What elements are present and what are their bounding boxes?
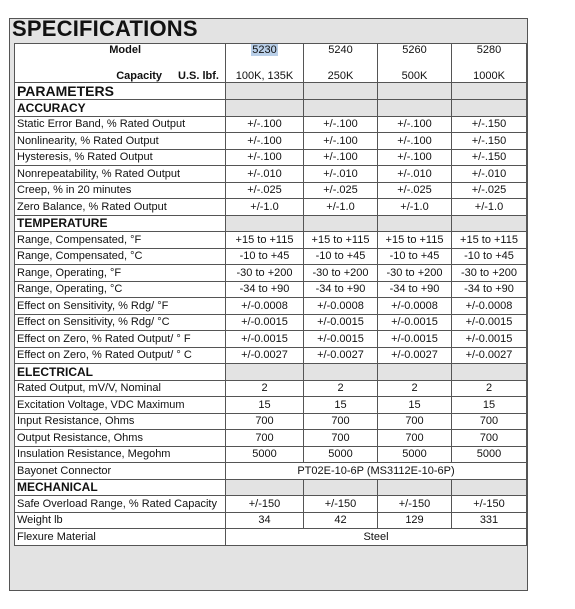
row-label: Weight lb (15, 512, 226, 529)
header-label-cell (15, 44, 226, 83)
section-heading-row (15, 479, 527, 496)
model-label: Model (109, 44, 141, 56)
row-value: -10 to +45 (304, 248, 378, 265)
row-value: 700 (304, 430, 378, 447)
row-value: +/-0.0008 (304, 298, 378, 315)
row-value: +/-.100 (304, 149, 378, 166)
row-value: +/-.025 (452, 182, 527, 199)
row-value: +/-.150 (452, 149, 527, 166)
table-row (15, 314, 527, 331)
row-value: +/-.100 (226, 149, 304, 166)
row-value: 331 (452, 512, 527, 529)
row-value: 129 (378, 512, 452, 529)
row-label: Hysteresis, % Rated Output (15, 149, 226, 166)
row-label: Effect on Zero, % Rated Output/ ° F (15, 331, 226, 348)
table-row (15, 298, 527, 315)
row-value: 2 (378, 380, 452, 397)
model-column-5230 (226, 44, 304, 83)
parameters-heading: PARAMETERS (15, 83, 226, 100)
row-value: +/-.010 (452, 166, 527, 183)
table-row (15, 347, 527, 364)
row-label: Zero Balance, % Rated Output (15, 199, 226, 216)
row-value: +/-.150 (452, 133, 527, 150)
row-value: -30 to +200 (378, 265, 452, 282)
row-label: Insulation Resistance, Megohm (15, 446, 226, 463)
row-value: +15 to +115 (226, 232, 304, 249)
table-row (15, 446, 527, 463)
table-row (15, 463, 527, 480)
spec-table (14, 43, 527, 546)
model-value: 5280 (476, 44, 502, 56)
section-heading: TEMPERATURE (15, 215, 226, 232)
capacity-value: 250K (327, 70, 354, 82)
row-value: -10 to +45 (452, 248, 527, 265)
row-value: 5000 (304, 446, 378, 463)
row-value: +/-1.0 (378, 199, 452, 216)
table-row (15, 496, 527, 513)
row-value: +/-.010 (226, 166, 304, 183)
row-label: Effect on Sensitivity, % Rdg/ °C (15, 314, 226, 331)
row-value: -34 to +90 (226, 281, 304, 298)
row-value: PT02E-10-6P (MS3112E-10-6P) (226, 463, 527, 480)
row-value: +/-0.0015 (226, 314, 304, 331)
row-value: +/-0.0008 (452, 298, 527, 315)
row-value: +/-1.0 (304, 199, 378, 216)
row-value: 42 (304, 512, 378, 529)
row-value: +/-0.0015 (226, 331, 304, 348)
row-value: 2 (452, 380, 527, 397)
row-label: Excitation Voltage, VDC Maximum (15, 397, 226, 414)
row-value: 5000 (378, 446, 452, 463)
section-heading-row (15, 215, 527, 232)
row-value: +/-.025 (378, 182, 452, 199)
row-value: +/-.100 (378, 116, 452, 133)
row-value: 34 (226, 512, 304, 529)
table-row (15, 331, 527, 348)
row-label: Bayonet Connector (15, 463, 226, 480)
row-value: +/-.025 (304, 182, 378, 199)
table-row (15, 149, 527, 166)
section-heading: ACCURACY (15, 100, 226, 117)
row-value: 15 (226, 397, 304, 414)
row-value: 700 (378, 413, 452, 430)
row-value: -30 to +200 (304, 265, 378, 282)
row-label: Output Resistance, Ohms (15, 430, 226, 447)
row-value: 5000 (452, 446, 527, 463)
row-value: +/-.100 (378, 149, 452, 166)
model-value: 5260 (402, 44, 427, 56)
row-value: +/-.100 (304, 116, 378, 133)
row-value: +/-.010 (304, 166, 378, 183)
specifications-panel (9, 18, 528, 591)
row-value: +15 to +115 (304, 232, 378, 249)
unit-label: U.S. lbf. (178, 70, 219, 82)
row-value: -30 to +200 (226, 265, 304, 282)
row-value: +/-.150 (452, 116, 527, 133)
row-value: 700 (452, 413, 527, 430)
row-value: +/-150 (378, 496, 452, 513)
row-value: +/-0.0015 (378, 314, 452, 331)
row-label: Range, Compensated, °C (15, 248, 226, 265)
row-label: Range, Operating, °C (15, 281, 226, 298)
section-heading-row (15, 100, 527, 117)
row-value: 5000 (226, 446, 304, 463)
row-value: +/-.010 (378, 166, 452, 183)
table-row (15, 413, 527, 430)
row-label: Creep, % in 20 minutes (15, 182, 226, 199)
capacity-value: 500K (401, 70, 428, 82)
row-value: Steel (226, 529, 527, 546)
row-value: 15 (304, 397, 378, 414)
row-label: Range, Operating, °F (15, 265, 226, 282)
capacity-value: 1000K (473, 70, 505, 82)
row-value: 2 (226, 380, 304, 397)
row-value: 700 (226, 413, 304, 430)
row-value: -34 to +90 (378, 281, 452, 298)
row-value: +/-1.0 (226, 199, 304, 216)
model-column-5240 (304, 44, 378, 83)
table-row (15, 248, 527, 265)
row-value: +/-0.0027 (452, 347, 527, 364)
table-row (15, 199, 527, 216)
table-row (15, 116, 527, 133)
row-value: +/-150 (452, 496, 527, 513)
row-value: +/-0.0015 (452, 331, 527, 348)
row-label: Range, Compensated, °F (15, 232, 226, 249)
section-heading: MECHANICAL (15, 479, 226, 496)
row-value: +15 to +115 (378, 232, 452, 249)
row-value: +/-0.0015 (378, 331, 452, 348)
row-value: +/-0.0015 (304, 331, 378, 348)
table-row (15, 529, 527, 546)
table-row (15, 512, 527, 529)
row-value: -34 to +90 (452, 281, 527, 298)
row-value: -10 to +45 (226, 248, 304, 265)
row-label: Effect on Sensitivity, % Rdg/ °F (15, 298, 226, 315)
page-title: SPECIFICATIONS (12, 16, 198, 41)
row-value: 700 (378, 430, 452, 447)
row-value: +/-1.0 (452, 199, 527, 216)
row-value: +/-.100 (226, 133, 304, 150)
row-value: +/-150 (304, 496, 378, 513)
row-value: +/-0.0008 (378, 298, 452, 315)
table-row (15, 182, 527, 199)
table-row (15, 232, 527, 249)
row-value: -34 to +90 (304, 281, 378, 298)
capacity-value: 100K, 135K (235, 70, 294, 82)
row-value: +/-.100 (304, 133, 378, 150)
table-row (15, 397, 527, 414)
row-label: Flexure Material (15, 529, 226, 546)
row-value: 700 (226, 430, 304, 447)
row-label: Static Error Band, % Rated Output (15, 116, 226, 133)
row-value: -10 to +45 (378, 248, 452, 265)
model-column-5280 (452, 44, 527, 83)
capacity-label: Capacity (116, 70, 163, 82)
header-row (15, 44, 527, 83)
row-value: +/-.025 (226, 182, 304, 199)
model-value: 5230 (252, 44, 277, 56)
section-heading-row (15, 364, 527, 381)
row-value: +/-0.0027 (304, 347, 378, 364)
table-row (15, 380, 527, 397)
row-label: Nonrepeatability, % Rated Output (15, 166, 226, 183)
row-value: +15 to +115 (452, 232, 527, 249)
row-value: +/-.100 (378, 133, 452, 150)
row-value: +/-0.0027 (226, 347, 304, 364)
row-value: 15 (452, 397, 527, 414)
row-value: 700 (452, 430, 527, 447)
table-row (15, 265, 527, 282)
row-value: 700 (304, 413, 378, 430)
row-value: +/-0.0015 (452, 314, 527, 331)
row-value: +/-150 (226, 496, 304, 513)
row-value: +/-0.0027 (378, 347, 452, 364)
row-value: 2 (304, 380, 378, 397)
parameters-heading-row (15, 83, 527, 100)
table-row (15, 166, 527, 183)
table-row (15, 133, 527, 150)
row-label: Effect on Zero, % Rated Output/ ° C (15, 347, 226, 364)
row-value: +/-0.0008 (226, 298, 304, 315)
row-label: Safe Overload Range, % Rated Capacity (15, 496, 226, 513)
row-value: +/-.100 (226, 116, 304, 133)
table-row (15, 281, 527, 298)
model-column-5260 (378, 44, 452, 83)
table-row (15, 430, 527, 447)
row-value: 15 (378, 397, 452, 414)
row-label: Input Resistance, Ohms (15, 413, 226, 430)
row-value: -30 to +200 (452, 265, 527, 282)
model-value: 5240 (328, 44, 353, 56)
row-value: +/-0.0015 (304, 314, 378, 331)
row-label: Rated Output, mV/V, Nominal (15, 380, 226, 397)
row-label: Nonlinearity, % Rated Output (15, 133, 226, 150)
section-heading: ELECTRICAL (15, 364, 226, 381)
